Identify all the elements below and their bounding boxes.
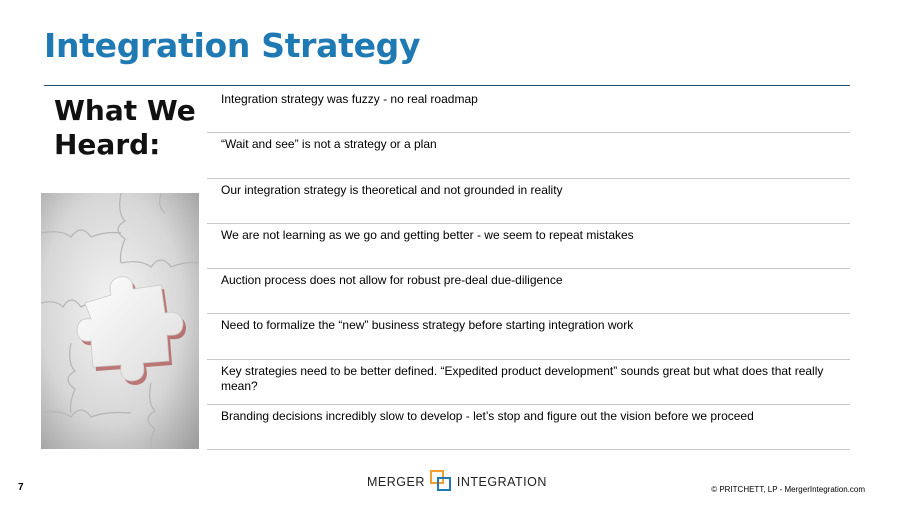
- merger-integration-logo: [367, 470, 547, 494]
- page-number: 7: [18, 482, 24, 493]
- puzzle-piece-image: [41, 193, 199, 449]
- list-item: Integration strategy was fuzzy - no real roadmap: [207, 88, 850, 133]
- list-item: Auction process does not allow for robust pre-deal due-diligence: [207, 269, 850, 314]
- list-item: Branding decisions incredibly slow to develop - let’s stop and figure out the vision before we proceed: [207, 405, 850, 450]
- merger-integration-logo-icon: [429, 469, 453, 496]
- title-divider: [44, 85, 850, 86]
- list-item: Key strategies need to be better defined. “Expedited product development” sounds great but what does that really mean?: [207, 360, 850, 405]
- heading-line-2: Heard:: [54, 128, 161, 161]
- logo-text-left: MERGER: [367, 475, 425, 489]
- logo-text-right: INTEGRATION: [456, 475, 547, 489]
- feedback-list: [207, 88, 850, 450]
- heading-line-1: What We: [54, 94, 196, 127]
- list-item: We are not learning as we go and getting better - we seem to repeat mistakes: [207, 224, 850, 269]
- slide-title: Integration Strategy: [44, 26, 421, 65]
- copyright-notice: © PRITCHETT, LP - MergerIntegration.com: [711, 485, 865, 494]
- list-item: Our integration strategy is theoretical and not grounded in reality: [207, 179, 850, 224]
- what-we-heard-heading: [54, 94, 196, 162]
- list-item: “Wait and see” is not a strategy or a plan: [207, 133, 850, 178]
- list-item: Need to formalize the “new” business strategy before starting integration work: [207, 314, 850, 359]
